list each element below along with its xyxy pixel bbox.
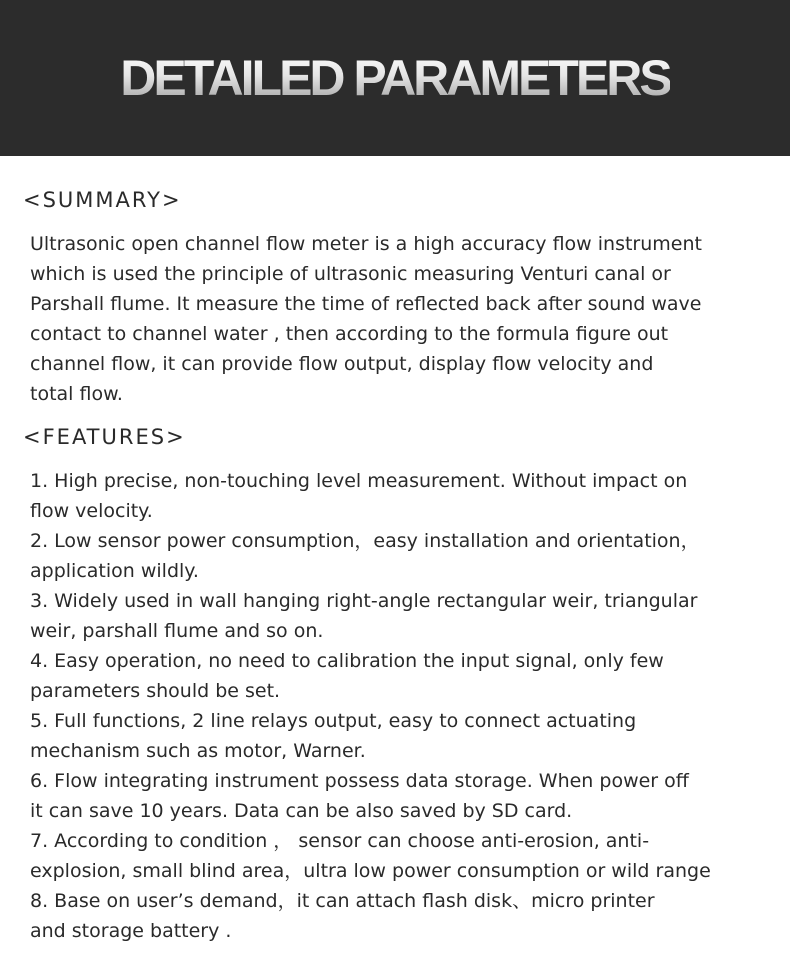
summary-line: which is used the principle of ultrasonic measuring Venturi canal or xyxy=(30,263,671,285)
feature-line: mechanism such as motor, Warner. xyxy=(30,740,366,762)
features-heading: <FEATURES> xyxy=(23,425,186,449)
summary-line: total flow. xyxy=(30,383,123,405)
feature-line: 5. Full functions, 2 line relays output, easy to connect actuating xyxy=(30,710,637,732)
feature-line: 6. Flow integrating instrument possess data storage. When power off xyxy=(30,770,689,792)
feature-line: 1. High precise, non-touching level measurement. Without impact on xyxy=(30,470,688,492)
summary-paragraph xyxy=(30,229,780,409)
feature-line: explosion, small blind area，ultra low power consumption or wild range xyxy=(30,860,711,882)
feature-line: 2. Low sensor power consumption，easy installation and orientation， xyxy=(30,530,700,552)
feature-line: 3. Widely used in wall hanging right-angle rectangular weir, triangular xyxy=(30,590,698,612)
features-list xyxy=(30,466,780,946)
feature-line: 7. According to condition ， sensor can choose anti-erosion, anti- xyxy=(30,830,650,852)
feature-line: it can save 10 years. Data can be also saved by SD card. xyxy=(30,800,573,822)
feature-line: weir, parshall flume and so on. xyxy=(30,620,324,642)
summary-line: contact to channel water , then according to the formula figure out xyxy=(30,323,669,345)
feature-line: application wildly. xyxy=(30,560,199,582)
summary-line: Ultrasonic open channel flow meter is a high accuracy flow instrument xyxy=(30,233,702,255)
feature-line: and storage battery . xyxy=(30,920,232,942)
feature-line: 8. Base on user’s demand，it can attach flash disk、micro printer xyxy=(30,890,655,912)
summary-line: Parshall flume. It measure the time of reflected back after sound wave xyxy=(30,293,702,315)
feature-line: parameters should be set. xyxy=(30,680,281,702)
header-banner xyxy=(0,0,790,156)
summary-heading: <SUMMARY> xyxy=(23,188,182,212)
page-title: DETAILED PARAMETERS xyxy=(120,50,670,106)
feature-line: flow velocity. xyxy=(30,500,153,522)
feature-line: 4. Easy operation, no need to calibration the input signal, only few xyxy=(30,650,664,672)
summary-line: channel flow, it can provide flow output, display flow velocity and xyxy=(30,353,654,375)
